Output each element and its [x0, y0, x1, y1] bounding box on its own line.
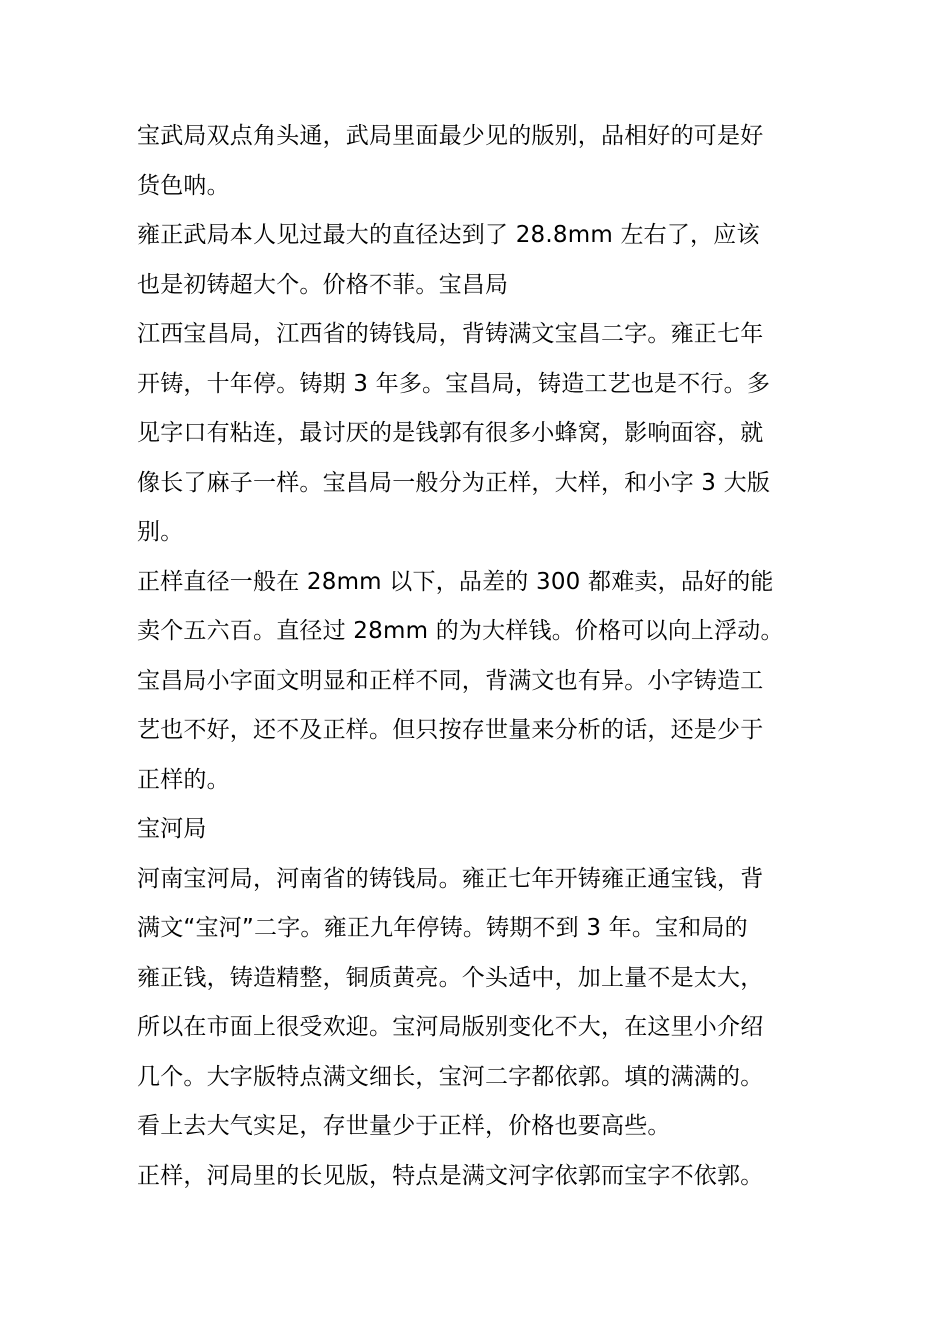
paragraph-baochang-mint: 江西宝昌局，江西省的铸钱局，背铸满文宝昌二字。雍正七年 开铸，十年停。铸期 3 年多。宝昌局，铸造工艺也是不行。多 见字口有粘连，最讨厌的是钱郭有很多小蜂窝，影响面容，就 像长了麻子一样。宝昌局一般分为正样，大样，和小字 3 大版 别。: [137, 321, 771, 545]
section-heading-baohe: 宝河局: [137, 816, 207, 842]
paragraph-baohe-mint: 河南宝河局，河南省的铸钱局。雍正七年开铸雍正通宝钱，背 满文“宝河”二字。雍正九年停铸。铸期不到 3 年。宝和局的 雍正钱，铸造精整，铜质黄亮。个头适中，加上量不是太大， 所以在市面上很受欢迎。宝河局版别变化不大，在这里小介绍 几个。大字版特点满文细长，宝河二字都依郭。填的满满的。 看上去大气实足，存世量少于正样，价格也要高些。: [137, 865, 764, 1139]
document-body: [137, 112, 807, 1201]
paragraph-baowu-double-dot: 宝武局双点角头通，武局里面最少见的版别，品相好的可是好 货色呐。: [137, 123, 764, 199]
paragraph-yongzheng-wuju-size: 雍正武局本人见过最大的直径达到了 28.8mm 左右了，应该 也是初铸超大个。价格不菲。宝昌局: [137, 222, 760, 298]
paragraph-baochang-varieties: 正样直径一般在 28mm 以下，品差的 300 都难卖，品好的能 卖个五六百。直径过 28mm 的为大样钱。价格可以向上浮动。 宝昌局小字面文明显和正样不同，背满文也有异。小字铸造工 艺也不好，还不及正样。但只按存世量来分析的话，还是少于 正样的。: [137, 568, 784, 793]
paragraph-baohe-standard: 正样，河局里的长见版，特点是满文河字依郭而宝字不依郭。: [137, 1162, 764, 1189]
